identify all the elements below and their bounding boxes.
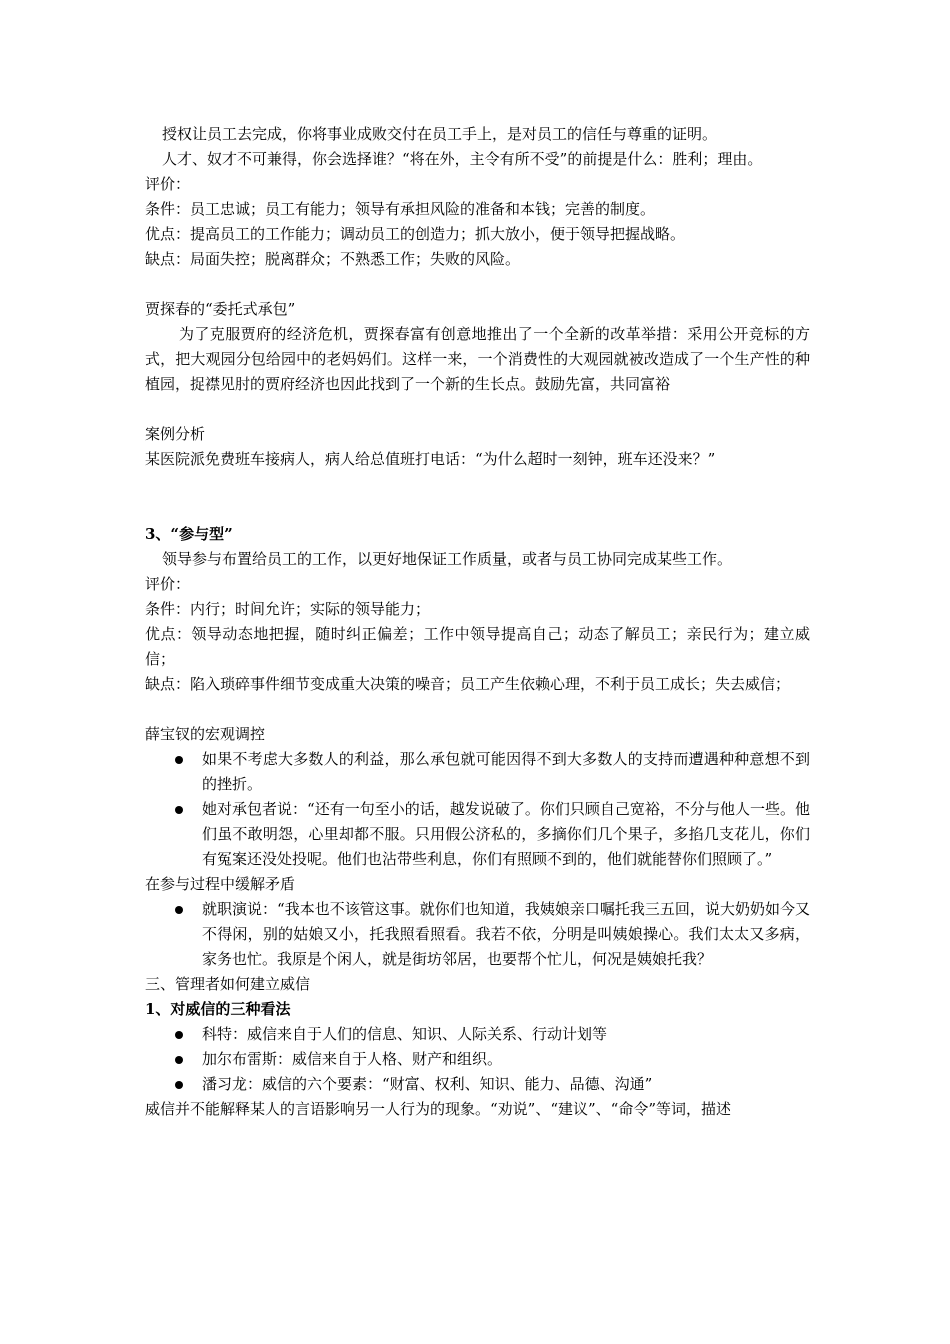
three-views-list [145,1022,810,1097]
list-item: 潘习龙：威信的六个要素：“财富、权利、知识、能力、品德、沟通” [145,1072,810,1097]
conditions-line-2: 条件：内行；时间允许；实际的领导能力； [145,600,431,618]
evaluation-label: 评价： [145,175,191,193]
three-views-heading: 1、对威信的三种看法 [145,1000,291,1018]
advantages-line-2: 优点：领导动态地把握，随时纠正偏差；工作中领导提高自己；动态了解员工；亲民行为；建立威信； [145,625,810,668]
disadvantages-line: 缺点：局面失控；脱离群众；不熟悉工作；失败的风险。 [145,250,521,268]
list-item: 如果不考虑大多数人的利益，那么承包就可能因得不到大多数人的支持而遭遇种种意想不到的挫折。 [145,747,810,797]
paragraph-talent-question: 人才、奴才不可兼得，你会选择谁？“将在外，主令有所不受”的前提是什么：胜利；理由。 [162,150,763,168]
mediate-list [145,897,810,972]
participative-heading: 3、“参与型” [145,525,233,543]
xue-baochai-heading: 薛宝钗的宏观调控 [145,725,266,743]
bullet-icon [175,906,183,914]
bullet-icon [175,1081,183,1089]
participative-body: 领导参与布置给员工的工作，以更好地保证工作质量，或者与员工协同完成某些工作。 [162,550,733,568]
bullet-icon [175,1031,183,1039]
evaluation-label-2: 评价： [145,575,191,593]
bullet-icon [175,1056,183,1064]
list-item: 她对承包者说：“还有一句至小的话，越发说破了。你们只顾自己宽裕，不分与他人一些。他们虽不敢明怨，心里却都不服。只用假公济私的，多摘你们几个果子，多掐几支花儿，你们有冤案还没处投呢。他们也沾带些利息，你们有照顾不到的，他们就能替你们照顾了。” [145,797,810,872]
part-three-heading: 三、管理者如何建立威信 [145,975,311,993]
disadvantages-line-2: 缺点：陷入琐碎事件细节变成重大决策的噪音；员工产生依赖心理，不利于员工成长；失去威信； [145,675,791,693]
advantages-line: 优点：提高员工的工作能力；调动员工的创造力；抓大放小，便于领导把握战略。 [145,225,686,243]
case-analysis-body: 某医院派免费班车接病人，病人给总值班打电话：“为什么超时一刻钟，班车还没来？” [145,450,716,468]
closing-paragraph: 威信并不能解释某人的言语影响另一人行为的现象。“劝说”、“建议”、“命令”等词，描述 [145,1100,732,1118]
paragraph-delegation: 授权让员工去完成，你将事业成败交付在员工手上，是对员工的信任与尊重的证明。 [162,125,718,143]
jia-tanchun-heading: 贾探春的“委托式承包” [145,300,296,318]
mediate-heading: 在参与过程中缓解矛盾 [145,875,296,893]
bullet-icon [175,806,183,814]
list-item: 加尔布雷斯：威信来自于人格、财产和组织。 [145,1047,810,1072]
conditions-line: 条件：员工忠诚；员工有能力；领导有承担风险的准备和本钱；完善的制度。 [145,200,656,218]
jia-tanchun-body: 为了克服贾府的经济危机，贾探春富有创意地推出了一个全新的改革举措：采用公开竞标的方式，把大观园分包给园中的老妈妈们。这样一来，一个消费性的大观园就被改造成了一个生产性的种植园，捉襟见肘的贾府经济也因此找到了一个新的生长点。鼓励先富，共同富裕 [145,325,810,393]
case-analysis-heading: 案例分析 [145,425,206,443]
list-item: 就职演说：“我本也不该管这事。就你们也知道，我姨娘亲口嘱托我三五回，说大奶奶如今又不得闲，别的姑娘又小，托我照看照看。我若不依，分明是叫姨娘操心。我们太太又多病，家务也忙。我原是个闲人，就是街坊邻居，也要帮个忙儿，何况是姨娘托我？ [145,897,810,972]
bullet-icon [175,756,183,764]
xue-baochai-list [145,747,810,872]
document-body [145,122,810,1122]
list-item: 科特：威信来自于人们的信息、知识、人际关系、行动计划等 [145,1022,810,1047]
